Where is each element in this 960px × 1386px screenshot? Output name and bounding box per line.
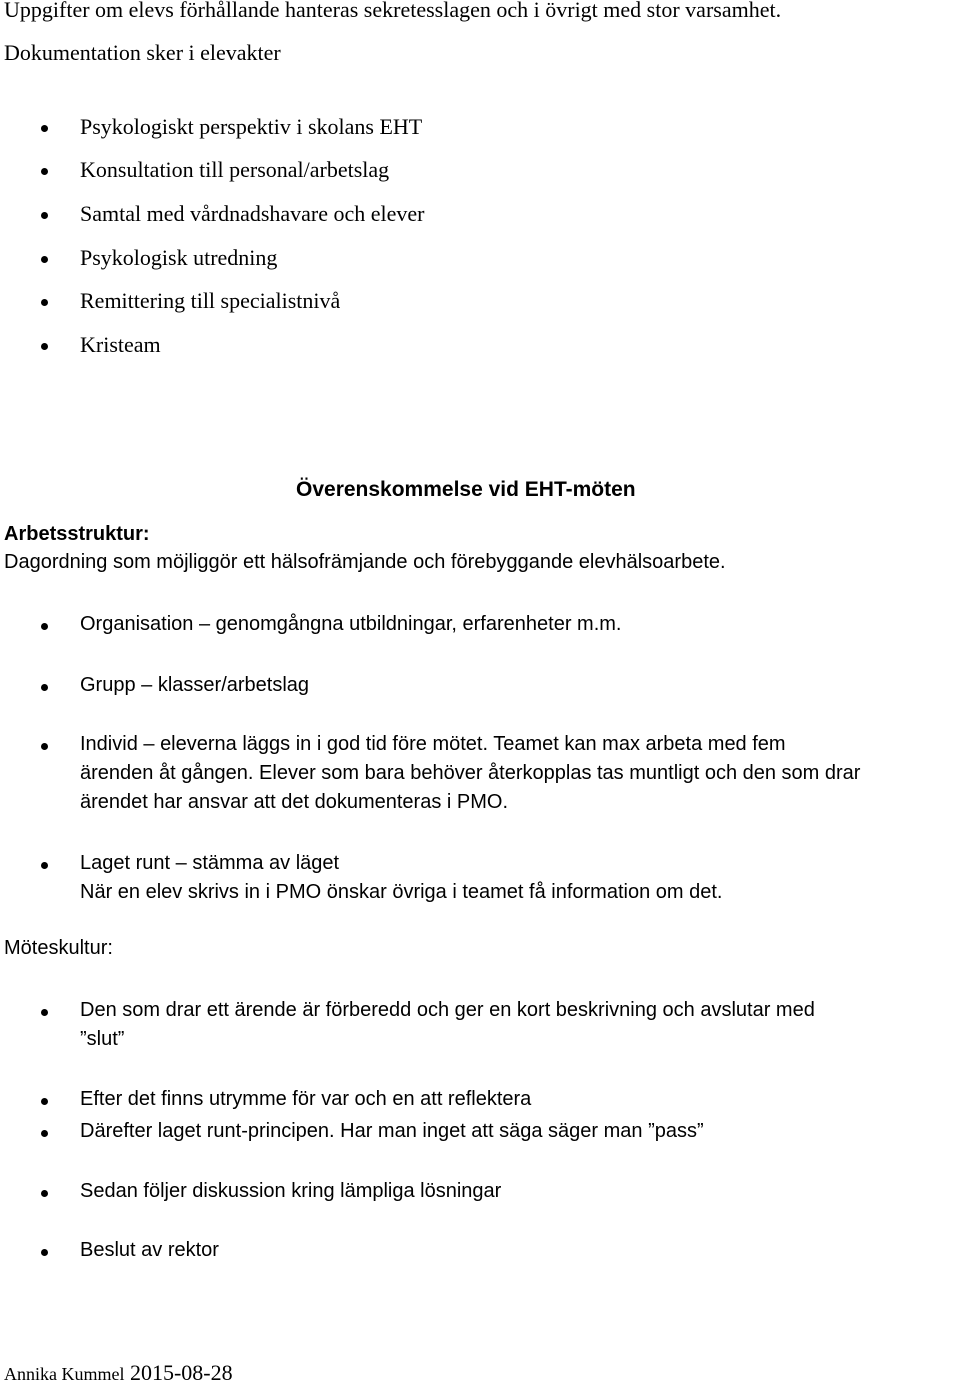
item-text-line-2: När en elev skrivs in i PMO önskar övriga i teamet få information om det. <box>80 881 723 903</box>
dash: – <box>143 733 155 755</box>
list-item <box>80 671 309 700</box>
list-item <box>80 996 815 1054</box>
intro-line-2: Dokumentation sker i elevakter <box>4 40 281 65</box>
section-title: Överenskommelse vid EHT-möten <box>296 478 636 501</box>
bullet-icon <box>41 862 48 869</box>
bullet-icon <box>41 684 48 691</box>
bullet-icon <box>41 168 48 175</box>
list-item: Samtal med vårdnadshavare och elever <box>80 201 425 226</box>
footer-date: 2015-08-28 <box>129 1360 233 1385</box>
item-line-2: ”slut” <box>80 1028 125 1050</box>
item-label: Organisation <box>80 613 194 635</box>
list-item: Därefter laget runt-principen. Har man inget att säga säger man ”pass” <box>80 1120 704 1142</box>
intro-line-1: Uppgifter om elevs förhållande hanteras sekretesslagen och i övrigt med stor varsamhet. <box>4 0 782 22</box>
bullet-icon <box>41 212 48 219</box>
bullet-icon <box>41 343 48 350</box>
dash: – <box>175 852 187 874</box>
arbetsstruktur-intro: Dagordning som möjliggör ett hälsofrämjande och förebyggande elevhälsoarbete. <box>4 551 726 573</box>
list-item: Kristeam <box>80 332 161 357</box>
item-line-1: Den som drar ett ärende är förberedd och ger en kort beskrivning och avslutar med <box>80 999 815 1021</box>
bullet-icon <box>41 743 48 750</box>
item-text: stämma av läget <box>192 852 340 874</box>
bullet-icon <box>41 623 48 630</box>
list-item <box>80 610 621 639</box>
dash: – <box>198 613 211 635</box>
item-label: Grupp <box>80 674 136 696</box>
bullet-icon <box>41 1190 48 1197</box>
moteskultur-heading: Möteskultur: <box>4 937 113 959</box>
dash: – <box>141 674 153 696</box>
bullet-icon <box>41 256 48 263</box>
bullet-icon <box>41 1009 48 1016</box>
bullet-icon <box>41 1098 48 1105</box>
list-item <box>80 730 860 817</box>
list-item <box>80 849 722 907</box>
footer <box>4 1360 233 1386</box>
item-text-line-2: ärenden åt gången. Elever som bara behöver återkopplas tas muntligt och den som drar <box>80 762 861 784</box>
item-text: klasser/arbetslag <box>157 674 310 696</box>
arbetsstruktur-heading: Arbetsstruktur: <box>4 523 150 545</box>
list-item: Beslut av rektor <box>80 1239 219 1261</box>
item-text-line-3: ärendet har ansvar att det dokumenteras i PMO. <box>80 791 508 813</box>
item-label: Laget runt <box>80 852 171 874</box>
list-item: Psykologisk utredning <box>80 245 278 270</box>
item-label: Individ <box>80 733 138 755</box>
list-item: Remittering till specialistnivå <box>80 288 341 313</box>
bullet-icon <box>41 1130 48 1137</box>
bullet-icon <box>41 1249 48 1256</box>
item-text: eleverna läggs in i god tid före mötet. Teamet kan max arbeta med fem <box>160 733 786 755</box>
list-item: Konsultation till personal/arbetslag <box>80 157 390 182</box>
footer-author: Annika Kummel <box>4 1364 125 1384</box>
list-item: Sedan följer diskussion kring lämpliga lösningar <box>80 1180 502 1202</box>
bullet-icon <box>41 299 48 306</box>
item-text: genomgångna utbildningar, erfarenheter m.m. <box>215 613 622 635</box>
bullet-icon <box>41 125 48 132</box>
list-item: Psykologiskt perspektiv i skolans EHT <box>80 114 423 139</box>
list-item: Efter det finns utrymme för var och en att reflektera <box>80 1088 532 1110</box>
